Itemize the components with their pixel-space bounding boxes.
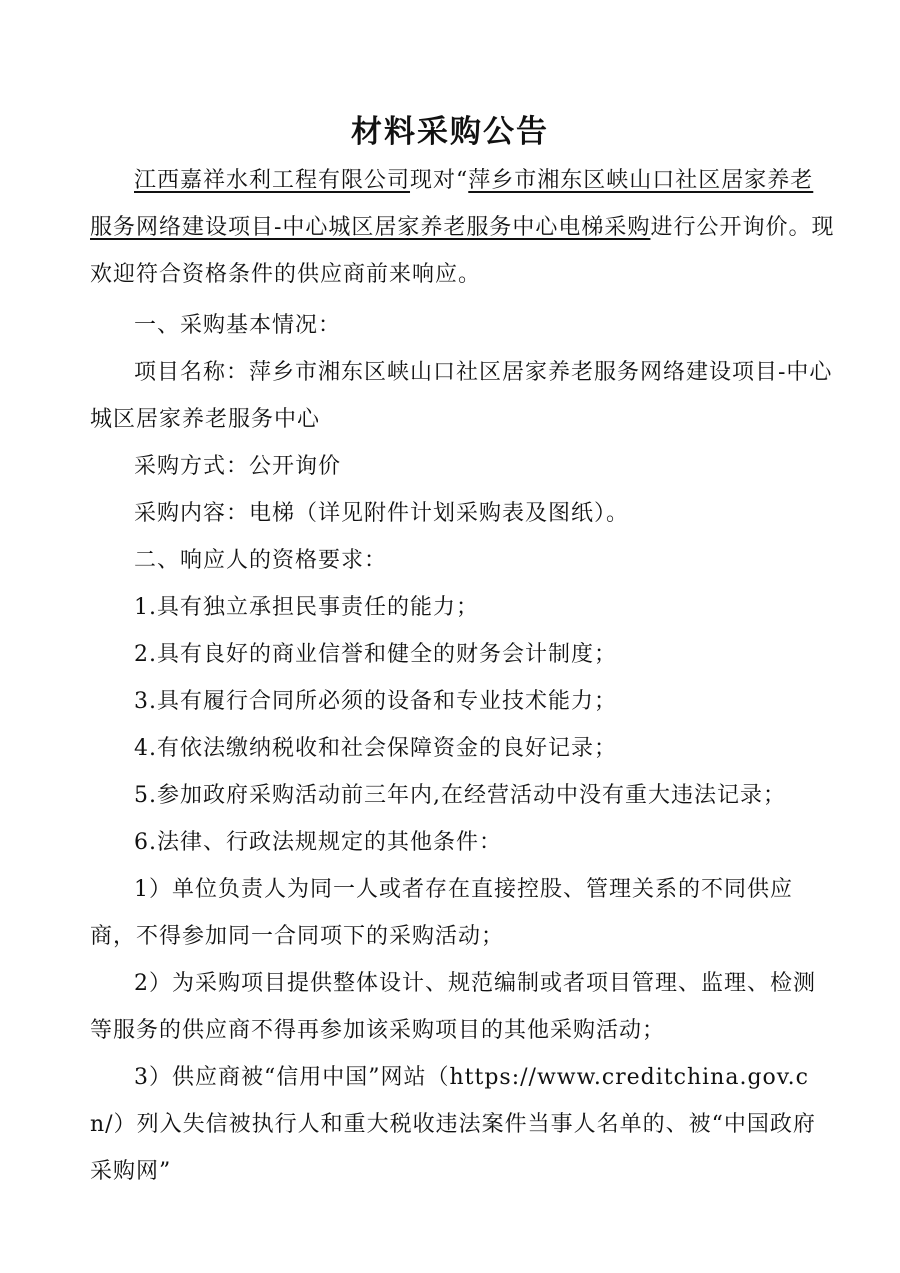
company-name: 江西嘉祥水利工程有限公司 <box>134 168 411 193</box>
document-title: 材料采购公告 <box>351 114 549 150</box>
sub-requirement-2: 2）为采购项目提供整体设计、规范编制或者项目管理、监理、检测等服务的供应商不得再参加该采购项目的其他采购活动； <box>90 971 816 1043</box>
intro-paragraph <box>90 157 835 298</box>
sub-requirement-3: 3）供应商被“信用中国”网站（https://www.creditchina.gov.cn/）列入失信被执行人和重大税收违法案件当事人名单的、被“中国政府采购网” <box>90 1065 816 1184</box>
intro-text-2: 进行公开询价。现欢迎符合资格条件的供应商前来响应。 <box>90 215 835 287</box>
requirement-item-2: 2.具有良好的商业信誉和健全的财务会计制度； <box>134 642 617 667</box>
section-heading-2: 二、响应人的资格要求： <box>134 548 388 573</box>
requirement-item-1: 1.具有独立承担民事责任的能力； <box>134 595 479 620</box>
requirement-item-3: 3.具有履行合同所必须的设备和专业技术能力； <box>134 689 617 714</box>
requirement-item-6: 6.法律、行政法规规定的其他条件： <box>134 830 502 855</box>
project-name-paragraph: 项目名称：萍乡市湘东区峡山口社区居家养老服务网络建设项目-中心城区居家养老服务中心 <box>90 360 833 432</box>
requirement-item-4: 4.有依法缴纳税收和社会保障资金的良好记录； <box>134 736 617 761</box>
section-heading-1: 一、采购基本情况： <box>134 313 342 338</box>
sub-requirement-1: 1）单位负责人为同一人或者存在直接控股、管理关系的不同供应商，不得参加同一合同项下的采购活动； <box>90 877 793 949</box>
procurement-method: 采购方式：公开询价 <box>134 454 342 479</box>
intro-text-1: 现对“ <box>410 168 469 193</box>
requirement-item-5: 5.参加政府采购活动前三年内,在经营活动中没有重大违法记录； <box>134 783 786 808</box>
procurement-content: 采购内容：电梯（详见附件计划采购表及图纸）。 <box>134 501 630 526</box>
project-title: 萍乡市湘东区峡山口社区居家养老服务网络建设项目-中心城区居家养老服务中心电梯采购 <box>90 168 814 240</box>
